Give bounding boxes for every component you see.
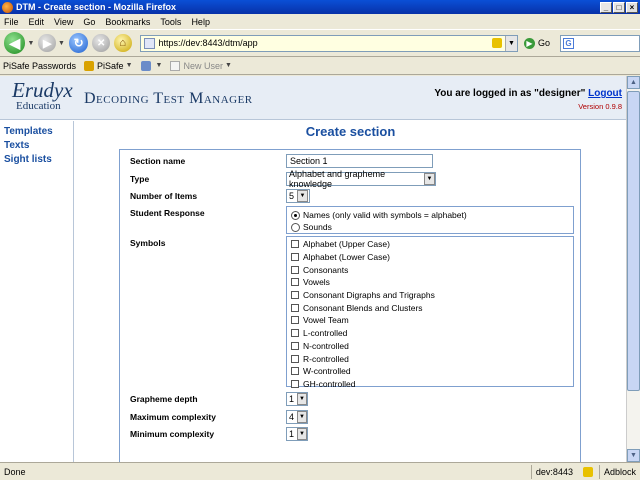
chevron-down-icon: ▼	[424, 173, 435, 185]
tool-dropdown-icon: ▼	[155, 62, 163, 69]
response-names-label: Names (only valid with symbols = alphabet)	[303, 210, 467, 220]
scrollbar-thumb[interactable]	[627, 91, 640, 391]
grapheme-depth-select[interactable]	[286, 392, 308, 406]
symbol-label: Vowels	[303, 277, 330, 288]
symbol-checkbox-item[interactable]	[291, 276, 569, 289]
checkbox-icon[interactable]	[291, 329, 299, 337]
number-of-items-label: Number of Items	[130, 191, 198, 201]
symbol-checkbox-item[interactable]	[291, 327, 569, 340]
symbol-checkbox-item[interactable]	[291, 238, 569, 251]
login-status	[434, 88, 622, 99]
checkbox-icon[interactable]	[291, 355, 299, 363]
chevron-down-icon: ▼	[297, 190, 308, 202]
chevron-down-icon: ▼	[297, 393, 307, 405]
page-favicon-icon	[144, 38, 155, 49]
max-complexity-select[interactable]	[286, 410, 308, 424]
pisafe-dropdown-icon: ▼	[125, 62, 133, 69]
menu-view[interactable]: View	[54, 16, 74, 27]
checkbox-icon[interactable]	[291, 367, 299, 375]
menu-edit[interactable]: Edit	[28, 16, 45, 27]
page-content	[0, 76, 626, 462]
response-names-radio[interactable]	[291, 209, 569, 221]
pisafe-menu-button[interactable]	[84, 61, 132, 71]
forward-arrow-icon[interactable]: ▶	[38, 34, 56, 52]
key-icon	[84, 61, 94, 71]
symbol-checkbox-item[interactable]	[291, 301, 569, 314]
checkbox-icon[interactable]	[291, 291, 299, 299]
navigation-toolbar	[0, 29, 640, 57]
url-text[interactable]: https://dev:8443/dtm/app	[158, 38, 258, 48]
home-icon[interactable]: ⌂	[114, 34, 132, 52]
radio-selected-icon[interactable]	[291, 211, 300, 220]
minimize-button[interactable]: _	[600, 2, 612, 13]
min-complexity-select[interactable]	[286, 427, 308, 441]
go-arrow-icon: ▶	[524, 38, 535, 49]
symbol-checkbox-item[interactable]	[291, 289, 569, 302]
menu-help[interactable]: Help	[191, 16, 210, 27]
type-select-value: Alphabet and grapheme knowledge	[289, 169, 386, 189]
chevron-down-icon: ▼	[297, 428, 307, 440]
checkbox-icon[interactable]	[291, 266, 299, 274]
symbol-label: L-controlled	[303, 328, 348, 339]
symbols-list	[286, 236, 574, 387]
main-panel	[75, 121, 626, 462]
sidebar-item-texts[interactable]: Texts	[4, 140, 30, 151]
response-sounds-label: Sounds	[303, 222, 332, 232]
symbol-label: Consonants	[303, 264, 349, 275]
type-select[interactable]	[286, 169, 436, 189]
url-bar[interactable]	[140, 35, 518, 52]
checkbox-icon[interactable]	[291, 253, 299, 261]
reload-icon[interactable]: ↻	[69, 33, 89, 53]
symbol-checkbox-item[interactable]	[291, 251, 569, 264]
checkbox-icon[interactable]	[291, 342, 299, 350]
student-response-group	[286, 206, 574, 234]
lock-icon[interactable]	[492, 38, 502, 48]
menu-tools[interactable]: Tools	[160, 16, 182, 27]
firefox-icon	[2, 2, 13, 13]
min-complexity-label: Minimum complexity	[130, 429, 215, 439]
google-search-icon[interactable]: G	[563, 38, 574, 49]
logo-line1: Erudyx	[12, 78, 73, 102]
number-of-items-value: 5	[289, 191, 295, 201]
secure-lock-icon[interactable]	[583, 467, 593, 477]
page-title: Create section	[305, 124, 396, 139]
symbol-checkbox-item[interactable]	[291, 378, 569, 391]
symbol-label: Consonant Blends and Clusters	[303, 302, 423, 313]
close-button[interactable]: ×	[626, 2, 638, 13]
symbol-checkbox-item[interactable]	[291, 365, 569, 378]
scroll-up-icon[interactable]: ▲	[627, 76, 640, 89]
url-dropdown-icon[interactable]: ▼	[505, 36, 517, 51]
checkbox-icon[interactable]	[291, 240, 299, 248]
symbol-checkbox-item[interactable]	[291, 314, 569, 327]
pisafe-label: PiSafe	[97, 60, 124, 71]
erudyx-logo	[12, 80, 78, 116]
symbol-checkbox-item[interactable]	[291, 340, 569, 353]
grapheme-depth-label: Grapheme depth	[130, 394, 198, 404]
app-title: Decoding Test Manager	[84, 90, 253, 107]
max-complexity-value: 4	[289, 412, 295, 422]
checkbox-icon[interactable]	[291, 304, 299, 312]
checkbox-icon[interactable]	[291, 278, 299, 286]
pisafe-passwords-button[interactable]	[3, 61, 76, 71]
max-complexity-label: Maximum complexity	[130, 412, 216, 422]
extension-toolbar	[0, 57, 640, 75]
window-title: DTM - Create section - Mozilla Firefox	[16, 2, 177, 12]
status-host: dev:8443	[531, 465, 577, 479]
status-bar	[0, 462, 640, 480]
go-label: Go	[537, 38, 550, 48]
lock-tool-icon	[141, 61, 151, 71]
sidebar	[0, 121, 74, 462]
scroll-down-icon[interactable]: ▼	[627, 449, 640, 462]
new-user-label: New User	[183, 60, 223, 71]
new-user-button[interactable]	[170, 61, 231, 71]
logo-line2: Education	[16, 100, 61, 112]
menu-bookmarks[interactable]: Bookmarks	[105, 16, 151, 27]
version-label: Version 0.9.8	[578, 102, 622, 111]
go-button[interactable]	[524, 38, 550, 49]
chevron-down-icon: ▼	[297, 411, 307, 423]
menubar	[0, 14, 640, 29]
number-of-items-select[interactable]	[286, 189, 310, 203]
logged-in-text: You are logged in as "designer"	[434, 88, 586, 99]
checkbox-icon[interactable]	[291, 380, 299, 388]
menu-go[interactable]: Go	[83, 16, 96, 27]
maximize-button[interactable]: □	[613, 2, 625, 13]
pisafe-tool-button[interactable]	[141, 61, 163, 71]
pisafe-passwords-label: PiSafe Passwords	[3, 60, 77, 71]
radio-unselected-icon[interactable]	[291, 223, 300, 232]
symbols-label: Symbols	[130, 238, 166, 248]
section-name-label: Section name	[130, 156, 186, 166]
adblock-button[interactable]: Adblock	[599, 465, 640, 479]
back-dropdown-icon[interactable]: ▼	[27, 39, 35, 47]
symbol-checkbox-item[interactable]	[291, 263, 569, 276]
back-arrow-icon[interactable]: ◀	[4, 32, 25, 54]
symbol-label: Alphabet (Lower Case)	[303, 252, 390, 263]
sidebar-item-templates[interactable]: Templates	[4, 126, 53, 137]
forward-dropdown-icon[interactable]: ▼	[57, 39, 65, 47]
checkbox-icon[interactable]	[291, 316, 299, 324]
symbol-label: N-controlled	[303, 340, 349, 351]
logout-link[interactable]: Logout	[588, 88, 622, 99]
window-titlebar	[0, 0, 640, 14]
search-input[interactable]	[560, 35, 640, 52]
symbol-label: W-controlled	[303, 366, 351, 377]
stop-icon[interactable]: ✕	[92, 34, 110, 52]
symbol-label: GH-controlled	[303, 378, 356, 389]
vertical-scrollbar[interactable]	[626, 76, 640, 462]
student-response-label: Student Response	[130, 208, 205, 218]
new-user-icon	[170, 61, 180, 71]
symbol-label: Vowel Team	[303, 315, 349, 326]
response-sounds-radio[interactable]	[291, 221, 569, 233]
min-complexity-value: 1	[289, 429, 295, 439]
app-header	[0, 76, 626, 120]
symbol-label: Alphabet (Upper Case)	[303, 239, 390, 250]
menu-file[interactable]: File	[4, 16, 19, 27]
grapheme-depth-value: 1	[289, 394, 295, 404]
symbol-label: Consonant Digraphs and Trigraphs	[303, 290, 435, 301]
new-user-dropdown-icon: ▼	[224, 62, 232, 69]
section-name-input[interactable]: Section 1	[286, 154, 433, 168]
sidebar-item-sight-lists[interactable]: Sight lists	[4, 154, 52, 165]
symbol-label: R-controlled	[303, 353, 349, 364]
symbol-checkbox-item[interactable]	[291, 352, 569, 365]
type-label: Type	[130, 174, 150, 184]
create-section-form	[119, 149, 581, 462]
status-text: Done	[4, 466, 26, 477]
